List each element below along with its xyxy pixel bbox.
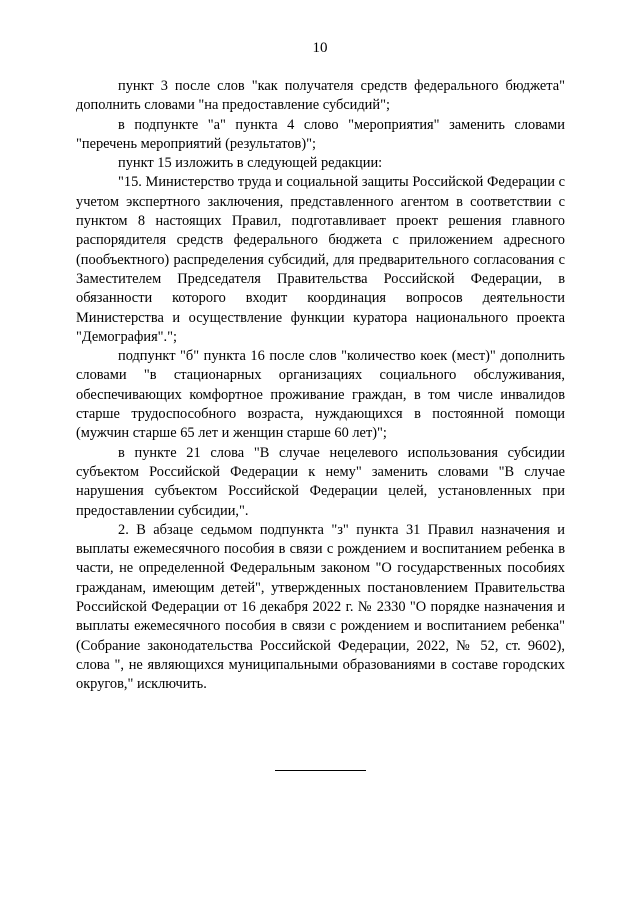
paragraph-item-16-amendment: подпункт "б" пункта 16 после слов "количество коек (мест)" дополнить словами "в стационарных организациях социального обслуживания, обеспечивающих комфортное проживание граждан, в том числе инвалидов старше трудоспособного возраста, нуждающихся в постоянной помощи (мужчин старше 65 лет и женщин старше 60 лет)"; <box>76 348 565 442</box>
paragraph-item-21-amendment: в пункте 21 слова "В случае нецелевого использования субсидии субъектом Российской Федерации к нему" заменить словами "В случае нарушения субъектом Российской Федерации целей, установленных при предоставлении субсидии,". <box>76 444 565 519</box>
page-number: 10 <box>312 40 328 56</box>
paragraph-item-3-amendment: пункт 3 после слов "как получателя средств федерального бюджета" дополнить словами "на предоставление субсидий"; <box>76 78 565 114</box>
paragraph-item-15-text: "15. Министерство труда и социальной защиты Российской Федерации с учетом экспертного заключения, представленного агентом в соответствии с пунктом 8 настоящих Правил, подготавливает проект решения главного распорядителя средств федерального бюджета с приложением адресного (пообъектного) распределения субсидий, для предварительного согласования с Заместителем Председателя Правительства Российской Федерации, в обязанности которого входит координация вопросов деятельности Министерства и осуществление функции куратора национального проекта "Демография"."; <box>76 174 565 345</box>
document-body <box>76 77 565 695</box>
paragraph-item-4-amendment: в подпункте "а" пункта 4 слово "мероприятия" заменить словами "перечень мероприятий (результатов)"; <box>76 116 565 152</box>
paragraph-section-2: 2. В абзаце седьмом подпункта "з" пункта 31 Правил назначения и выплаты ежемесячного пособия в связи с рождением и воспитанием ребенка в части, не определенной Федеральным законом "О государственных пособиях гражданам, имеющим детей", утвержденных постановлением Правительства Российской Федерации от 16 декабря 2022 г. № 2330 "О порядке назначения и выплаты ежемесячного пособия в связи с рождением и воспитанием ребенка" (Собрание законодательства Российской Федерации, 2022, № 52, ст. 9602), слова ", не являющихся муниципальными образованиями в составе городских округов," исключить. <box>76 521 565 693</box>
paragraph-item-15-intro: пункт 15 изложить в следующей редакции: <box>118 155 383 172</box>
closing-divider <box>275 770 366 771</box>
